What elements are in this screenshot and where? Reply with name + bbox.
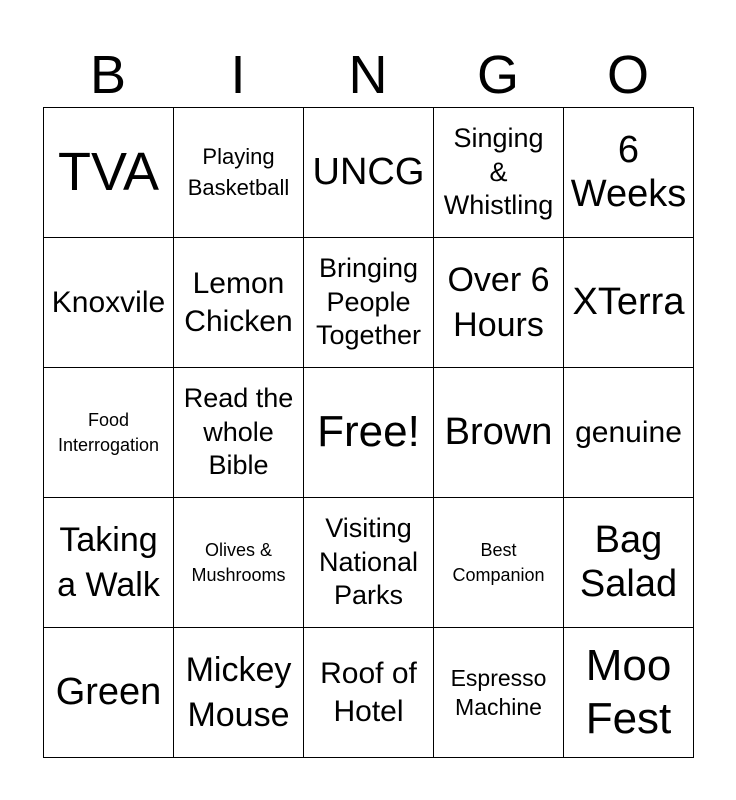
bingo-cell[interactable] xyxy=(174,238,304,368)
cell-text: Singing & Whistling xyxy=(443,122,554,221)
header-letter-o: O xyxy=(606,45,649,105)
bingo-header xyxy=(43,42,693,108)
header-letter-n: N xyxy=(348,45,388,105)
cell-text: Playing Basketball xyxy=(187,143,290,200)
bingo-cell[interactable] xyxy=(564,628,694,758)
bingo-cell[interactable] xyxy=(44,108,174,238)
free-space[interactable] xyxy=(304,368,434,498)
cell-text: Visiting National Parks xyxy=(318,512,419,611)
cell-text: UNCG xyxy=(312,150,425,193)
bingo-cell[interactable] xyxy=(44,498,174,628)
cell-text: XTerra xyxy=(572,280,685,323)
cell-text: Brown xyxy=(444,410,553,453)
cell-text: Bag Salad xyxy=(579,518,678,605)
bingo-cell[interactable] xyxy=(44,368,174,498)
bingo-cell[interactable] xyxy=(44,628,174,758)
cell-text: Moo Fest xyxy=(585,640,672,743)
bingo-cell[interactable] xyxy=(564,498,694,628)
bingo-cell[interactable] xyxy=(564,108,694,238)
bingo-cell[interactable] xyxy=(174,368,304,498)
bingo-cell[interactable] xyxy=(564,238,694,368)
cell-text: Free! xyxy=(317,407,420,457)
bingo-board xyxy=(43,107,694,758)
bingo-cell[interactable] xyxy=(304,628,434,758)
cell-text: 6 Weeks xyxy=(570,128,687,215)
cell-text: Espresso Machine xyxy=(450,664,547,720)
header-letter-b: B xyxy=(89,45,127,105)
bingo-cell[interactable] xyxy=(304,238,434,368)
cell-text: Food Interrogation xyxy=(57,410,160,455)
cell-text: TVA xyxy=(57,142,159,203)
bingo-cell[interactable] xyxy=(434,108,564,238)
cell-text: Best Companion xyxy=(452,540,545,585)
cell-text: Over 6 Hours xyxy=(447,261,550,344)
bingo-cell[interactable] xyxy=(174,628,304,758)
bingo-cell[interactable] xyxy=(44,238,174,368)
cell-text: Knoxvile xyxy=(51,285,166,319)
bingo-cell[interactable] xyxy=(434,238,564,368)
header-letter-g: G xyxy=(476,45,519,105)
bingo-cell[interactable] xyxy=(434,498,564,628)
bingo-cell[interactable] xyxy=(434,628,564,758)
bingo-cell[interactable] xyxy=(434,368,564,498)
cell-text: Read the whole Bible xyxy=(183,382,294,481)
cell-text: Roof of Hotel xyxy=(320,657,417,728)
cell-text: Bringing People Together xyxy=(315,252,422,351)
cell-text: Olives & Mushrooms xyxy=(191,540,286,585)
cell-text: Lemon Chicken xyxy=(184,267,293,338)
bingo-cell[interactable] xyxy=(564,368,694,498)
bingo-cell[interactable] xyxy=(174,108,304,238)
cell-text: genuine xyxy=(575,415,682,449)
bingo-cell[interactable] xyxy=(174,498,304,628)
bingo-cell[interactable] xyxy=(304,498,434,628)
bingo-cell[interactable] xyxy=(304,108,434,238)
cell-text: Mickey Mouse xyxy=(185,651,292,734)
header-letter-i: I xyxy=(230,45,246,105)
cell-text: Green xyxy=(55,670,162,713)
cell-text: Taking a Walk xyxy=(57,521,160,604)
